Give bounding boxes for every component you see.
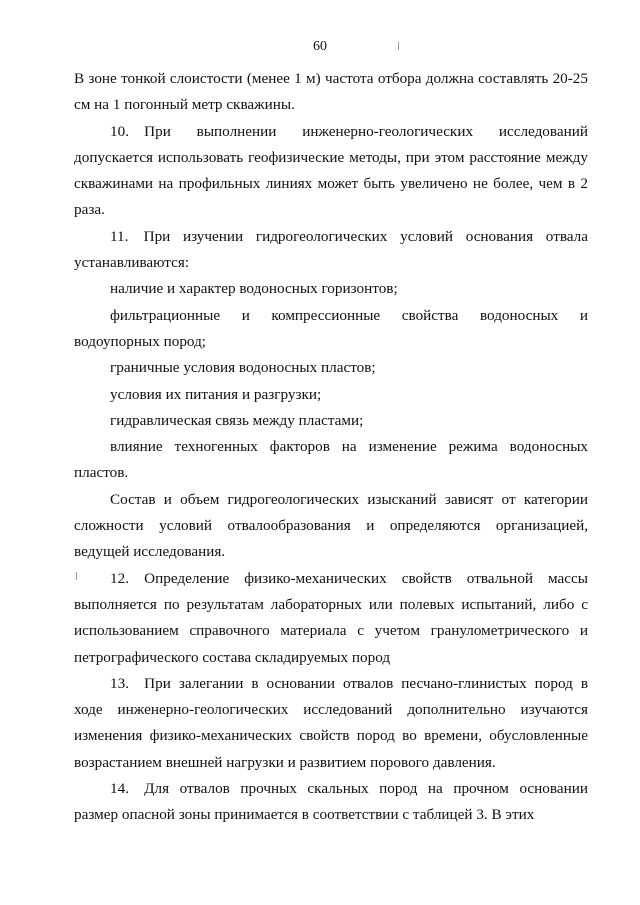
- list-item: гидравлическая связь между пластами;: [110, 411, 364, 429]
- paragraph-item-11: 11. При изучении гидрогеологических условий основания отвала устанавливаются:: [74, 227, 588, 272]
- page-number: 60: [313, 39, 327, 54]
- scan-mark: [398, 42, 399, 50]
- list-item: фильтрационные и компрессионные свойства водоносных и водоупорных пород;: [74, 306, 588, 350]
- paragraph-continuation: В зоне тонкой слоистости (менее 1 м) частота отбора должна составлять 20-25 см на 1 погонный метр скважины.: [74, 70, 588, 114]
- document-body: [74, 66, 588, 829]
- paragraph-item-10: 10. При выполнении инженерно-геологических исследований допускается использовать геофизические методы, при этом расстояние между скважинами на профильных линиях может быть увеличено не более, чем в 2 раза.: [74, 122, 588, 219]
- list-item: влияние техногенных факторов на изменение режима водоносных пластов.: [74, 438, 588, 482]
- list-item: граничные условия водоносных пластов;: [110, 359, 376, 377]
- paragraph-item-12: 12. Определение физико-механических свойств отвальной массы выполняется по результатам лабораторных или полевых испытаний, либо с использованием справочного материала с учетом гранулометрического и петрографического состава складируемых пород: [74, 569, 588, 666]
- paragraph-item-14: 14. Для отвалов прочных скальных пород на прочном основании размер опасной зоны принимается в соответствии с таблицей 3. В этих: [74, 780, 588, 824]
- paragraph: Состав и объем гидрогеологических изысканий зависят от категории сложности условий отвалообразования и определяются организацией, ведущей исследования.: [74, 490, 588, 561]
- list-item: условия их питания и разгрузки;: [110, 385, 322, 403]
- paragraph-item-13: 13. При залегании в основании отвалов песчано-глинистых пород в ходе инженерно-геологических исследований дополнительно изучаются изменения физико-механических свойств пород во времени, обусловленные возрастанием внешней нагрузки и развитием порового давления.: [74, 674, 588, 771]
- list-item: наличие и характер водоносных горизонтов;: [110, 280, 398, 298]
